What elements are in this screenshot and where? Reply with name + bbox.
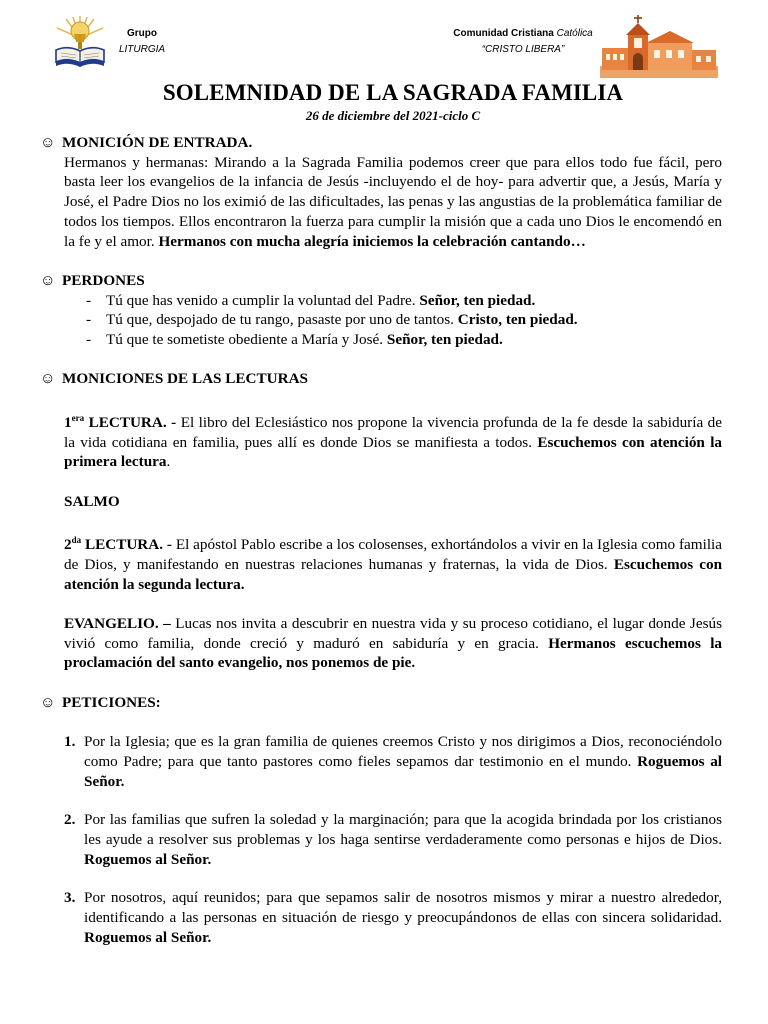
- smiley-icon: ☺: [40, 693, 56, 711]
- community-label: [430, 26, 616, 58]
- page-subtitle: 26 de diciembre del 2021-ciclo C: [305, 108, 481, 123]
- salmo-heading: SALMO: [64, 492, 120, 510]
- section-heading-entrada: ☺ MONICIÓN DE ENTRADA.: [40, 134, 253, 151]
- list-item: 2. Por las familias que sufren la soledad y la marginación; para que la acogida brindada por los cristianos les ayude a resolver sus problemas y los haga sentirse verdaderamente como personas e hijos de Dios. Roguemos al Señor.: [64, 811, 722, 868]
- smiley-icon: ☺: [40, 134, 56, 151]
- group-label-line1: Grupo: [127, 28, 157, 39]
- page-header: [0, 0, 768, 80]
- section-heading-perdones: ☺ PERDONES: [40, 271, 145, 289]
- section-heading-lecturas: ☺ MONICIONES DE LAS LECTURAS: [40, 370, 309, 388]
- entrada-paragraph: Hermanos y hermanas: Mirando a la Sagrada Familia podemos creer que para ellos todo fue fácil, pero basta leer los evangelios de la infancia de Jesús -incluyendo el de hoy- para advertir que, a Jesús, María y José, el Padre Dios no los eximió de las dificultades, las penas y las angustias de la problemática familiar de todos los tiempos. Ellos encontraron la fuerza para cumplir la misión que a cada uno Dios le encomendó en la fe y el amor. Hermanos con mucha alegría iniciemos la celebración cantando…: [64, 153, 722, 250]
- perdones-list: [40, 291, 722, 350]
- group-label: [112, 26, 172, 58]
- list-item: 1. Por la Iglesia; que es la gran familia de quienes creemos Cristo y nos dirigimos a Dios, reconociéndolo como Padre; para que tanto pastores como fieles sepamos dar testimonio en el mundo. Roguemos al Señor.: [64, 733, 723, 790]
- segunda-lectura-paragraph: $2^{da}$ LECTURA. - El apóstol Pablo escribe a los colosenses, exhortándolos a vivir en la Iglesia como familia de Dios, y manifestando en nuestras relaciones humanas y fraternas, la vida de Dios. Escuchemos con atención la segunda lectura.: [64, 535, 723, 593]
- list-item: - Tú que, despojado de tu rango, pasaste por uno de tantos. Cristo, ten piedad.: [86, 310, 722, 330]
- smiley-icon: ☺: [40, 271, 56, 289]
- section-heading-peticiones: ☺ PETICIONES:: [40, 693, 161, 711]
- document-body: [40, 133, 722, 947]
- church-building-icon: [600, 14, 718, 78]
- list-item: - Tú que has venido a cumplir la voluntad del Padre. Señor, ten piedad.: [86, 291, 722, 311]
- liturgy-logo-icon: [52, 14, 108, 70]
- community-motto: “CRISTO LIBERA”: [481, 44, 565, 55]
- evangelio-paragraph: EVANGELIO. – Lucas nos invita a descubrir en nuestra vida y su proceso cotidiano, el lugar donde Jesús vivió como familia, donde creció y maduró en sabiduría y en gracia. Hermanos escuchemos la proclamación del santo evangelio, nos ponemos de pie.: [64, 614, 723, 672]
- list-item: 3. Por nosotros, aquí reunidos; para que sepamos salir de nosotros mismos y mirar a nuestro alrededor, identificando a las personas en situación de riesgo y preocupándonos de ellas con sincera solidaridad. Roguemos al Señor.: [64, 889, 722, 946]
- group-label-line2: LITURGIA: [118, 44, 166, 55]
- page-title: SOLEMNIDAD DE LA SAGRADA FAMILIA: [162, 80, 624, 105]
- community-name: Comunidad Cristiana: [453, 28, 554, 39]
- peticiones-list: [40, 732, 722, 947]
- smiley-icon: ☺: [40, 370, 56, 388]
- primera-lectura-paragraph: $1^{era}$ LECTURA. - El libro del Eclesiástico nos propone la vivencia profunda de la fe desde la sabiduría de la vida cotidiana en familia, pues allí es donde Dios se manifiesta a todos. Escuchemos con atención la primera lectura.: [64, 412, 723, 471]
- community-type: Católica: [556, 28, 593, 39]
- list-item: - Tú que te sometiste obediente a María y José. Señor, ten piedad.: [86, 330, 722, 350]
